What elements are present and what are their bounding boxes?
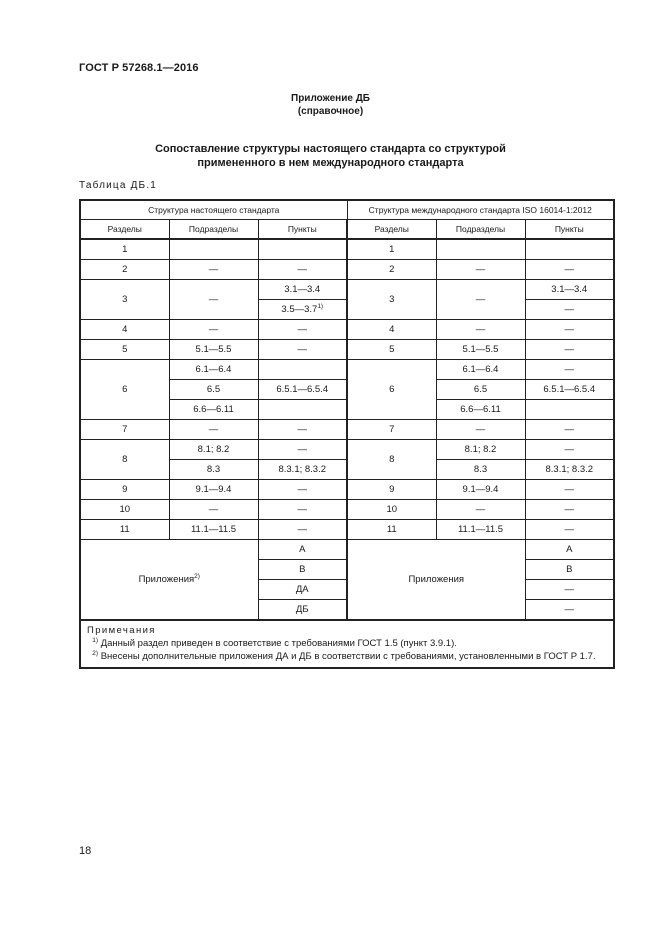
- cell: 5: [80, 340, 169, 360]
- cell: 8.1; 8.2: [436, 440, 525, 460]
- cell: A: [525, 540, 614, 560]
- table-row: [80, 480, 614, 500]
- cell: 6.6—6.11: [169, 400, 258, 420]
- cell: 6: [80, 360, 169, 420]
- cell: —: [525, 360, 614, 380]
- cell: 2: [80, 260, 169, 280]
- cell-text: 3.5—3.7: [281, 303, 318, 315]
- cell: —: [436, 280, 525, 320]
- cell: 1: [347, 239, 436, 260]
- table-row: [80, 500, 614, 520]
- cell: 6.5: [169, 380, 258, 400]
- footnote-ref: 2): [194, 572, 200, 580]
- table-row: [80, 239, 614, 260]
- cell: 5.1—5.5: [436, 340, 525, 360]
- header-items-left: Пункты: [258, 220, 347, 240]
- header-left-group: Структура настоящего стандарта: [80, 200, 347, 220]
- annex-type: (справочное): [297, 106, 364, 117]
- cell: 8.3.1; 8.3.2: [525, 460, 614, 480]
- header-subsections-left: Подразделы: [169, 220, 258, 240]
- cell: 8: [80, 440, 169, 480]
- cell: A: [258, 540, 347, 560]
- cell: —: [525, 580, 614, 600]
- cell: 9: [80, 480, 169, 500]
- annex-title: Приложение ДБ: [291, 93, 370, 104]
- page-number: 18: [79, 845, 92, 857]
- cell: 7: [347, 420, 436, 440]
- cell: 7: [80, 420, 169, 440]
- cell: —: [258, 420, 347, 440]
- footnote-mark: 2): [92, 650, 99, 657]
- cell: B: [525, 560, 614, 580]
- cell: 3.1—3.4: [258, 280, 347, 300]
- cell: —: [436, 500, 525, 520]
- cell: —: [525, 500, 614, 520]
- cell: [258, 360, 347, 380]
- cell: [258, 300, 347, 320]
- cell: —: [258, 320, 347, 340]
- cell: —: [436, 320, 525, 340]
- table-row-appendix: [80, 540, 614, 560]
- cell: 8.3: [169, 460, 258, 480]
- cell: 10: [80, 500, 169, 520]
- header-subsections-right: Подразделы: [436, 220, 525, 240]
- cell: —: [258, 480, 347, 500]
- notes-cell: [80, 620, 614, 668]
- cell: —: [169, 260, 258, 280]
- table-row: [80, 440, 614, 460]
- cell: 6.5.1—6.5.4: [525, 380, 614, 400]
- note-1: [87, 637, 607, 650]
- cell: [436, 239, 525, 260]
- cell: 6: [347, 360, 436, 420]
- cell: 3: [347, 280, 436, 320]
- cell: 6.1—6.4: [169, 360, 258, 380]
- cell: —: [258, 520, 347, 540]
- section-title-line-2: примененного в нем международного стандарта: [197, 157, 464, 169]
- cell: —: [525, 440, 614, 460]
- cell: 11.1—11.5: [436, 520, 525, 540]
- cell: B: [258, 560, 347, 580]
- cell: 8.1; 8.2: [169, 440, 258, 460]
- table-row: [80, 260, 614, 280]
- table-row: [80, 340, 614, 360]
- cell: 8: [347, 440, 436, 480]
- cell: 10: [347, 500, 436, 520]
- table-header-groups: [80, 200, 614, 220]
- cell: —: [525, 340, 614, 360]
- cell: 5: [347, 340, 436, 360]
- cell: 9.1—9.4: [436, 480, 525, 500]
- cell: —: [169, 280, 258, 320]
- section-title-line-1: Сопоставление структуры настоящего стандарта со структурой: [155, 143, 506, 155]
- header-sections-right: Разделы: [347, 220, 436, 240]
- cell: 6.5.1—6.5.4: [258, 380, 347, 400]
- cell: 1: [80, 239, 169, 260]
- document-id: ГОСТ Р 57268.1—2016: [79, 62, 199, 74]
- cell: 5.1—5.5: [169, 340, 258, 360]
- cell: 8.3: [436, 460, 525, 480]
- cell: 4: [347, 320, 436, 340]
- cell: [525, 400, 614, 420]
- cell: —: [258, 340, 347, 360]
- appendix-label-right: Приложения: [347, 540, 525, 621]
- appendix-label-left: [80, 540, 258, 621]
- cell: 8.3.1; 8.3.2: [258, 460, 347, 480]
- note-2-text: Внесены дополнительные приложения ДА и ДБ в соответствии с требованиями, установленными в ГОСТ Р 1.7.: [98, 651, 596, 662]
- cell: 11.1—11.5: [169, 520, 258, 540]
- cell: 9: [347, 480, 436, 500]
- footnote-ref: 1): [317, 302, 324, 310]
- cell: —: [525, 320, 614, 340]
- table-row: [80, 420, 614, 440]
- cell: —: [169, 500, 258, 520]
- table-caption: Таблица ДБ.1: [79, 180, 158, 191]
- cell: 11: [347, 520, 436, 540]
- comparison-table: [79, 199, 615, 669]
- cell: —: [525, 260, 614, 280]
- cell: 6.5: [436, 380, 525, 400]
- cell: —: [525, 480, 614, 500]
- cell: [258, 400, 347, 420]
- table-row: [80, 360, 614, 380]
- cell: [258, 239, 347, 260]
- notes-title: Примечания: [87, 625, 156, 636]
- cell: —: [258, 500, 347, 520]
- footnote-mark: 1): [92, 637, 99, 644]
- table-row: [80, 320, 614, 340]
- cell: ДА: [258, 580, 347, 600]
- table-row: [80, 280, 614, 300]
- cell: —: [169, 320, 258, 340]
- cell: —: [525, 300, 614, 320]
- table-row: [80, 520, 614, 540]
- header-items-right: Пункты: [525, 220, 614, 240]
- cell: —: [525, 600, 614, 621]
- cell: 6.1—6.4: [436, 360, 525, 380]
- cell: —: [169, 420, 258, 440]
- cell: —: [525, 520, 614, 540]
- cell: 6.6—6.11: [436, 400, 525, 420]
- table-header-columns: [80, 220, 614, 240]
- header-sections-left: Разделы: [80, 220, 169, 240]
- table-notes-row: [80, 620, 614, 668]
- cell: ДБ: [258, 600, 347, 621]
- cell: 3: [80, 280, 169, 320]
- cell: [525, 239, 614, 260]
- cell: 3.1—3.4: [525, 280, 614, 300]
- cell: —: [258, 260, 347, 280]
- cell: —: [258, 440, 347, 460]
- cell: 11: [80, 520, 169, 540]
- cell: 4: [80, 320, 169, 340]
- note-2: [87, 650, 607, 663]
- header-right-group: Структура международного стандарта ISO 16014-1:2012: [347, 200, 614, 220]
- cell: 9.1—9.4: [169, 480, 258, 500]
- cell: —: [436, 260, 525, 280]
- cell-text: Приложения: [138, 573, 195, 585]
- cell: [169, 239, 258, 260]
- note-1-text: Данный раздел приведен в соответствие с требованиями ГОСТ 1.5 (пункт 3.9.1).: [98, 638, 457, 649]
- cell: —: [525, 420, 614, 440]
- cell: 2: [347, 260, 436, 280]
- cell: —: [436, 420, 525, 440]
